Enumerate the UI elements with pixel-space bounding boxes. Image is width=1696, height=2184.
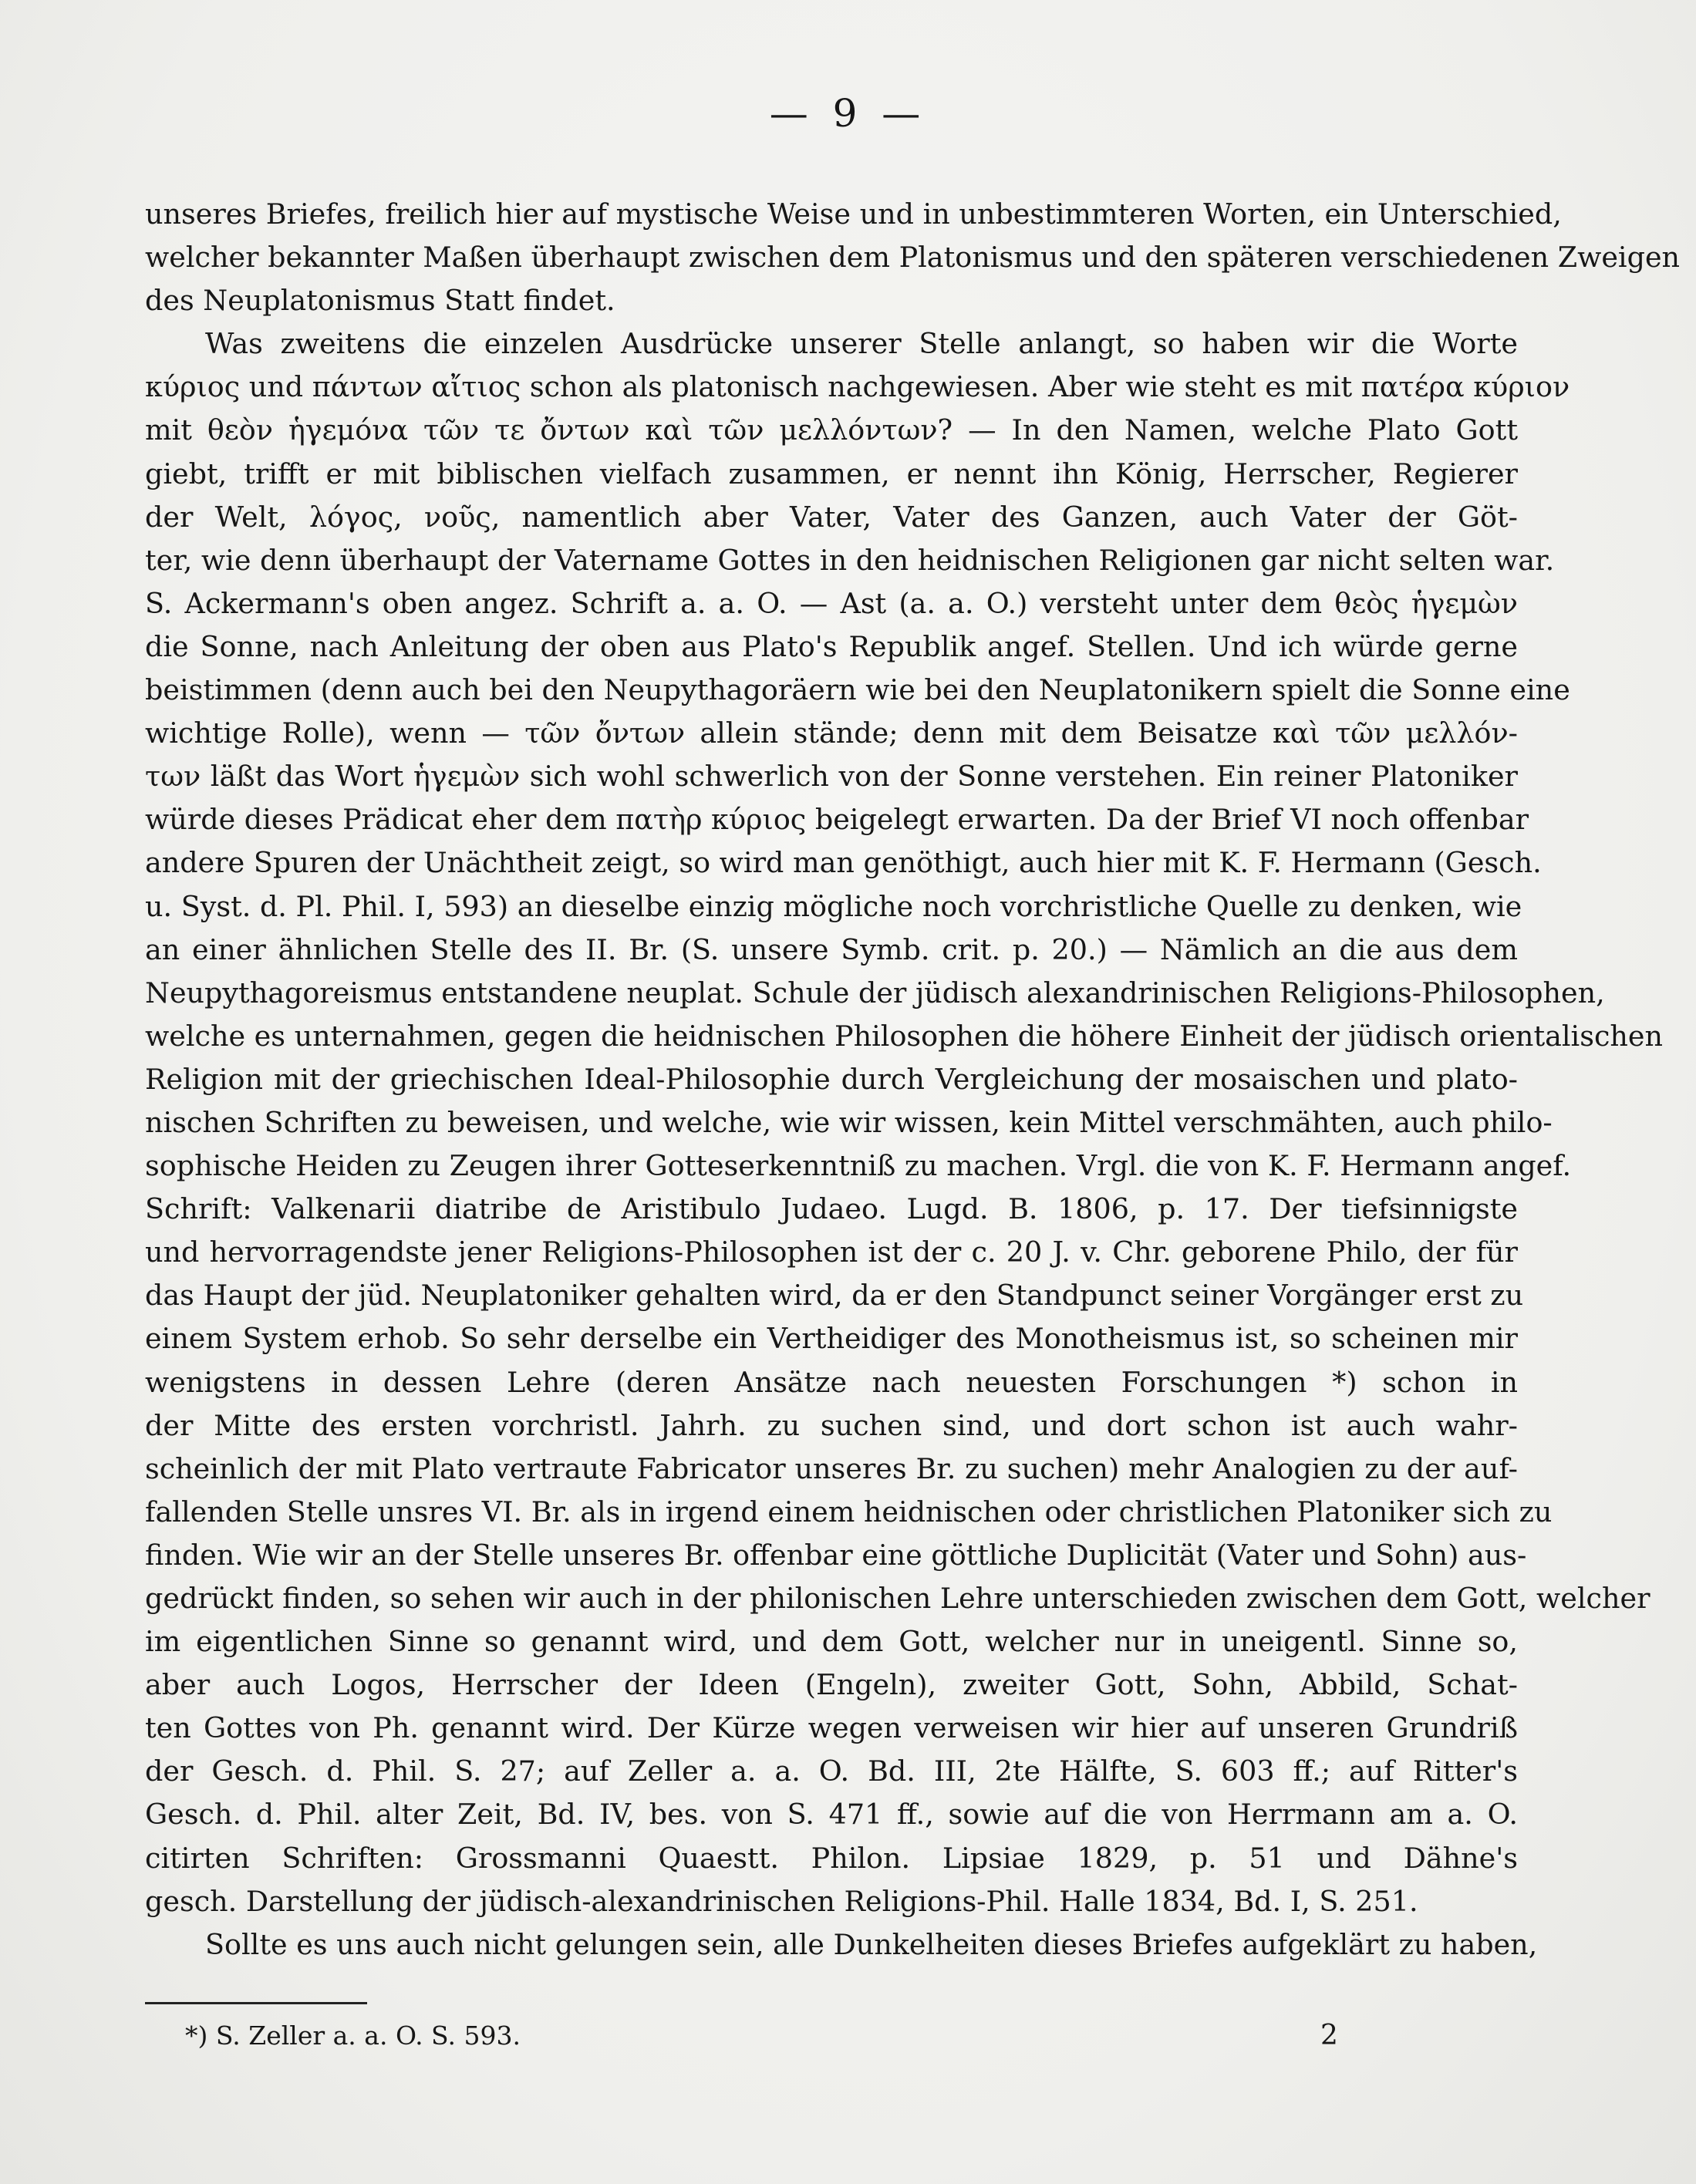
text-line: wenigstens in dessen Lehre (deren Ansätze nach neuesten Forschungen *) schon in	[145, 1365, 1518, 1399]
text-line: der Gesch. d. Phil. S. 27; auf Zeller a. a. O. Bd. III, 2te Hälfte, S. 603 ff.; auf Ritter's	[145, 1754, 1518, 1788]
text-line: beistimmen (denn auch bei den Neupythagoräern wie bei den Neuplatonikern spielt die Sonne eine	[145, 673, 1570, 707]
page-number-header: — 9 —	[769, 91, 927, 136]
text-line: citirten Schriften: Grossmanni Quaestt. Philon. Lipsiae 1829, p. 51 und Dähne's	[145, 1841, 1518, 1875]
text-line: Neupythagoreismus entstandene neuplat. Schule der jüdisch alexandrinischen Religions-Philosophen,	[145, 976, 1605, 1009]
text-line: der Mitte des ersten vorchristl. Jahrh. zu suchen sind, und dort schon ist auch wahr-	[145, 1408, 1518, 1442]
text-line: Schrift: Valkenarii diatribe de Aristibulo Judaeo. Lugd. B. 1806, p. 17. Der tiefsinnigste	[145, 1192, 1518, 1226]
signature-mark: 2	[1320, 2020, 1338, 2051]
text-line: S. Ackermann's oben angez. Schrift a. a. O. — Ast (a. a. O.) versteht unter dem θεὸς ἡγεμὼν	[145, 586, 1518, 620]
text-line: der Welt, λόγος, νοῦς, namentlich aber Vater, Vater des Ganzen, auch Vater der Göt-	[145, 500, 1518, 534]
text-line: aber auch Logos, Herrscher der Ideen (Engeln), zweiter Gott, Sohn, Abbild, Schat-	[145, 1668, 1518, 1702]
text-line: ten Gottes von Ph. genannt wird. Der Kürze wegen verweisen wir hier auf unseren Grundriß	[145, 1711, 1518, 1745]
text-line: nischen Schriften zu beweisen, und welche, wie wir wissen, kein Mittel verschmähten, auch philo-	[145, 1105, 1553, 1139]
text-line: sophische Heiden zu Zeugen ihrer Gotteserkenntniß zu machen. Vrgl. die von K. F. Hermann angef.	[145, 1149, 1572, 1183]
text-line: Was zweitens die einzelen Ausdrücke unserer Stelle anlangt, so haben wir die Worte	[205, 327, 1518, 361]
text-line: andere Spuren der Unächtheit zeigt, so wird man genöthigt, auch hier mit K. F. Hermann (Gesch.	[145, 846, 1542, 880]
text-line: und hervorragendste jener Religions-Philosophen ist der c. 20 J. v. Chr. geborene Philo, der für	[145, 1235, 1518, 1269]
text-line: unseres Briefes, freilich hier auf mystische Weise und in unbestimmteren Worten, ein Unterschied,	[145, 197, 1562, 231]
text-line: Sollte es uns auch nicht gelungen sein, alle Dunkelheiten dieses Briefes aufgeklärt zu haben,	[205, 1927, 1538, 1961]
text-line: fallenden Stelle unsres VI. Br. als in irgend einem heidnischen oder christlichen Platoniker sich zu	[145, 1495, 1553, 1528]
text-line: einem System erhob. So sehr derselbe ein Vertheidiger des Monotheismus ist, so scheinen mir	[145, 1322, 1518, 1356]
text-line: ter, wie denn überhaupt der Vatername Gottes in den heidnischen Religionen gar nicht selten war.	[145, 543, 1555, 577]
text-line: giebt, trifft er mit biblischen vielfach zusammen, er nennt ihn König, Herrscher, Regierer	[145, 457, 1518, 490]
text-line: των läßt das Wort ἡγεμὼν sich wohl schwerlich von der Sonne verstehen. Ein reiner Platoniker	[145, 760, 1518, 794]
text-line: scheinlich der mit Plato vertraute Fabricator unseres Br. zu suchen) mehr Analogien zu der auf-	[145, 1451, 1518, 1485]
footnote: *) S. Zeller a. a. O. S. 593.	[185, 2021, 521, 2051]
text-line: welche es unternahmen, gegen die heidnischen Philosophen die höhere Einheit der jüdisch orientalischen	[145, 1019, 1664, 1053]
text-line: finden. Wie wir an der Stelle unseres Br. offenbar eine göttliche Duplicität (Vater und Sohn) aus-	[145, 1538, 1527, 1572]
text-line: gesch. Darstellung der jüdisch-alexandrinischen Religions-Phil. Halle 1834, Bd. I, S. 251.	[145, 1884, 1418, 1918]
text-line: κύριος und πάντων αἴτιος schon als platonisch nachgewiesen. Aber wie steht es mit πατέρα κύριον	[145, 370, 1570, 404]
text-line: würde dieses Prädicat eher dem πατὴρ κύριος beigelegt erwarten. Da der Brief VI noch offenbar	[145, 803, 1529, 837]
text-line: im eigentlichen Sinne so genannt wird, und dem Gott, welcher nur in uneigentl. Sinne so,	[145, 1625, 1518, 1659]
text-line: das Haupt der jüd. Neuplatoniker gehalten wird, da er den Standpunct seiner Vorgänger erst zu	[145, 1279, 1524, 1313]
footnote-divider	[145, 2002, 367, 2004]
text-line: des Neuplatonismus Statt findet.	[145, 284, 615, 318]
body-text	[145, 193, 1681, 1967]
text-line: mit θεὸν ἡγεμόνα τῶν τε ὄντων καὶ τῶν μελλόντων? — In den Namen, welche Plato Gott	[145, 413, 1518, 447]
text-line: an einer ähnlichen Stelle des II. Br. (S. unsere Symb. crit. p. 20.) — Nämlich an die aus dem	[145, 932, 1518, 966]
text-line: Gesch. d. Phil. alter Zeit, Bd. IV, bes. von S. 471 ff., sowie auf die von Herrmann am a. O.	[145, 1798, 1518, 1832]
text-line: Religion mit der griechischen Ideal-Philosophie durch Vergleichung der mosaischen und plato-	[145, 1062, 1518, 1096]
text-line: u. Syst. d. Pl. Phil. I, 593) an dieselbe einzig mögliche noch vorchristliche Quelle zu denken, wie	[145, 889, 1522, 923]
text-line: die Sonne, nach Anleitung der oben aus Plato's Republik angef. Stellen. Und ich würde gerne	[145, 629, 1518, 663]
text-line: wichtige Rolle), wenn — τῶν ὄντων allein stände; denn mit dem Beisatze καὶ τῶν μελλόν-	[145, 716, 1518, 750]
text-line: welcher bekannter Maßen überhaupt zwischen dem Platonismus und den späteren verschiedenen Zweigen	[145, 241, 1681, 275]
text-line: gedrückt finden, so sehen wir auch in der philonischen Lehre unterschieden zwischen dem Gott, welcher	[145, 1582, 1650, 1615]
